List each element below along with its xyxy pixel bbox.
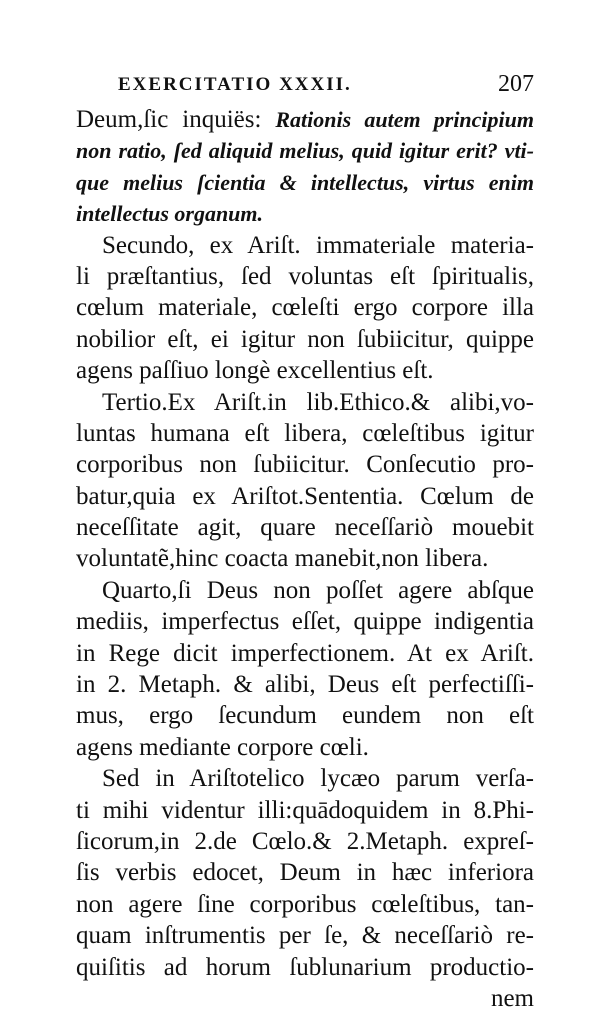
text-line bbox=[76, 795, 534, 826]
text-line bbox=[76, 669, 534, 700]
text-segment: li præſtantius, ſed voluntas eſt ſpiritualis, bbox=[76, 262, 534, 290]
text-segment: in 2. Metaph. & alibi, Deus eſt perfectiſſi- bbox=[76, 671, 534, 699]
text-line bbox=[76, 857, 534, 888]
catchword: nem bbox=[490, 984, 534, 1012]
text-line bbox=[76, 135, 534, 166]
text-segment: mus, ergo ſecundum eundem non eſt bbox=[76, 702, 534, 730]
text-segment: quiſitis ad horum ſublunarium productio- bbox=[76, 953, 534, 981]
italic-segment: virtus enim bbox=[423, 169, 534, 195]
text-segment: ſis verbis edocet, Deum in hæc inferiora bbox=[76, 859, 534, 887]
text-segment: agens mediante corpore cœli. bbox=[76, 733, 369, 761]
italic-segment: non ratio, ſed aliquid melius, quid igitur erit? vti- bbox=[76, 138, 534, 164]
text-line bbox=[76, 638, 534, 669]
text-line bbox=[76, 449, 534, 480]
text-segment: agens paſſiuo longè excellentius eſt. bbox=[76, 357, 434, 385]
text-segment: quam inſtrumentis per ſe, & neceſſariò re- bbox=[76, 922, 534, 950]
text-segment: in Rege dicit imperfectionem. At ex Ariſt. bbox=[76, 639, 534, 667]
text-line bbox=[76, 512, 534, 543]
text-line bbox=[76, 826, 534, 857]
text-segment: luntas humana eſt libera, cœleſtibus igitur bbox=[76, 419, 534, 447]
page-number: 207 bbox=[498, 71, 534, 97]
text-line bbox=[76, 732, 534, 763]
text-line bbox=[76, 889, 534, 920]
text-segment: corporibus non ſubiicitur. Conſecutio pro- bbox=[76, 451, 534, 479]
italic-segment: intellectus organum. bbox=[76, 201, 264, 227]
text-segment: neceſſitate agit, quare neceſſariò mouebit bbox=[76, 514, 534, 542]
text-line bbox=[76, 606, 534, 637]
text-line bbox=[76, 198, 534, 229]
text-segment: ſicorum,in 2.de Cœlo.& 2.Metaph. expreſ- bbox=[76, 827, 534, 855]
text-line bbox=[76, 763, 534, 794]
running-head bbox=[118, 71, 534, 104]
text-line bbox=[76, 167, 534, 198]
text-segment: Secundo, ex Ariſt. immateriale materia- bbox=[102, 231, 534, 259]
text-line bbox=[76, 952, 534, 983]
text-segment: cœlum materiale, cœleſti ergo corpore illa bbox=[76, 294, 534, 322]
text-line bbox=[76, 575, 534, 606]
running-title: EXERCITATIO XXXII. bbox=[118, 74, 352, 95]
text-line bbox=[76, 324, 534, 355]
text-line bbox=[76, 481, 534, 512]
text-segment: ti mihi videntur illi:quādoquidem in 8.Phi- bbox=[76, 796, 534, 824]
text-line bbox=[76, 292, 534, 323]
text-line bbox=[76, 543, 534, 574]
text-segment: voluntatẽ,hinc coacta manebit,non libera. bbox=[76, 545, 489, 573]
italic-segment: que melius ſcientia & intellectus, bbox=[76, 169, 424, 195]
text-line bbox=[76, 230, 534, 261]
text-segment: non agere ſine corporibus cœleſtibus, tan- bbox=[76, 890, 534, 918]
text-line bbox=[76, 104, 534, 135]
text-block bbox=[76, 104, 534, 1014]
text-segment: mediis, imperfectus eſſet, quippe indigentia bbox=[76, 608, 534, 636]
text-line bbox=[76, 920, 534, 951]
text-line bbox=[76, 700, 534, 731]
text-segment: Tertio.Ex Ariſt.in lib.Ethico.& alibi,vo- bbox=[102, 388, 534, 416]
text-line bbox=[76, 418, 534, 449]
text-segment: nobilior eſt, ei igitur non ſubiicitur, quippe bbox=[76, 325, 534, 353]
italic-segment: Rationis autem principium bbox=[275, 107, 534, 132]
text-segment: batur,quia ex Ariſtot.Sententia. Cœlum de bbox=[76, 482, 534, 510]
text-line bbox=[76, 387, 534, 418]
text-segment: Deum,ſic inquiës: bbox=[76, 106, 276, 133]
text-line bbox=[76, 261, 534, 292]
text-line bbox=[76, 355, 534, 386]
text-segment: Quarto,ſi Deus non poſſet agere abſque bbox=[102, 576, 534, 604]
text-segment: Sed in Ariſtotelico lycæo parum verſa- bbox=[102, 765, 534, 793]
